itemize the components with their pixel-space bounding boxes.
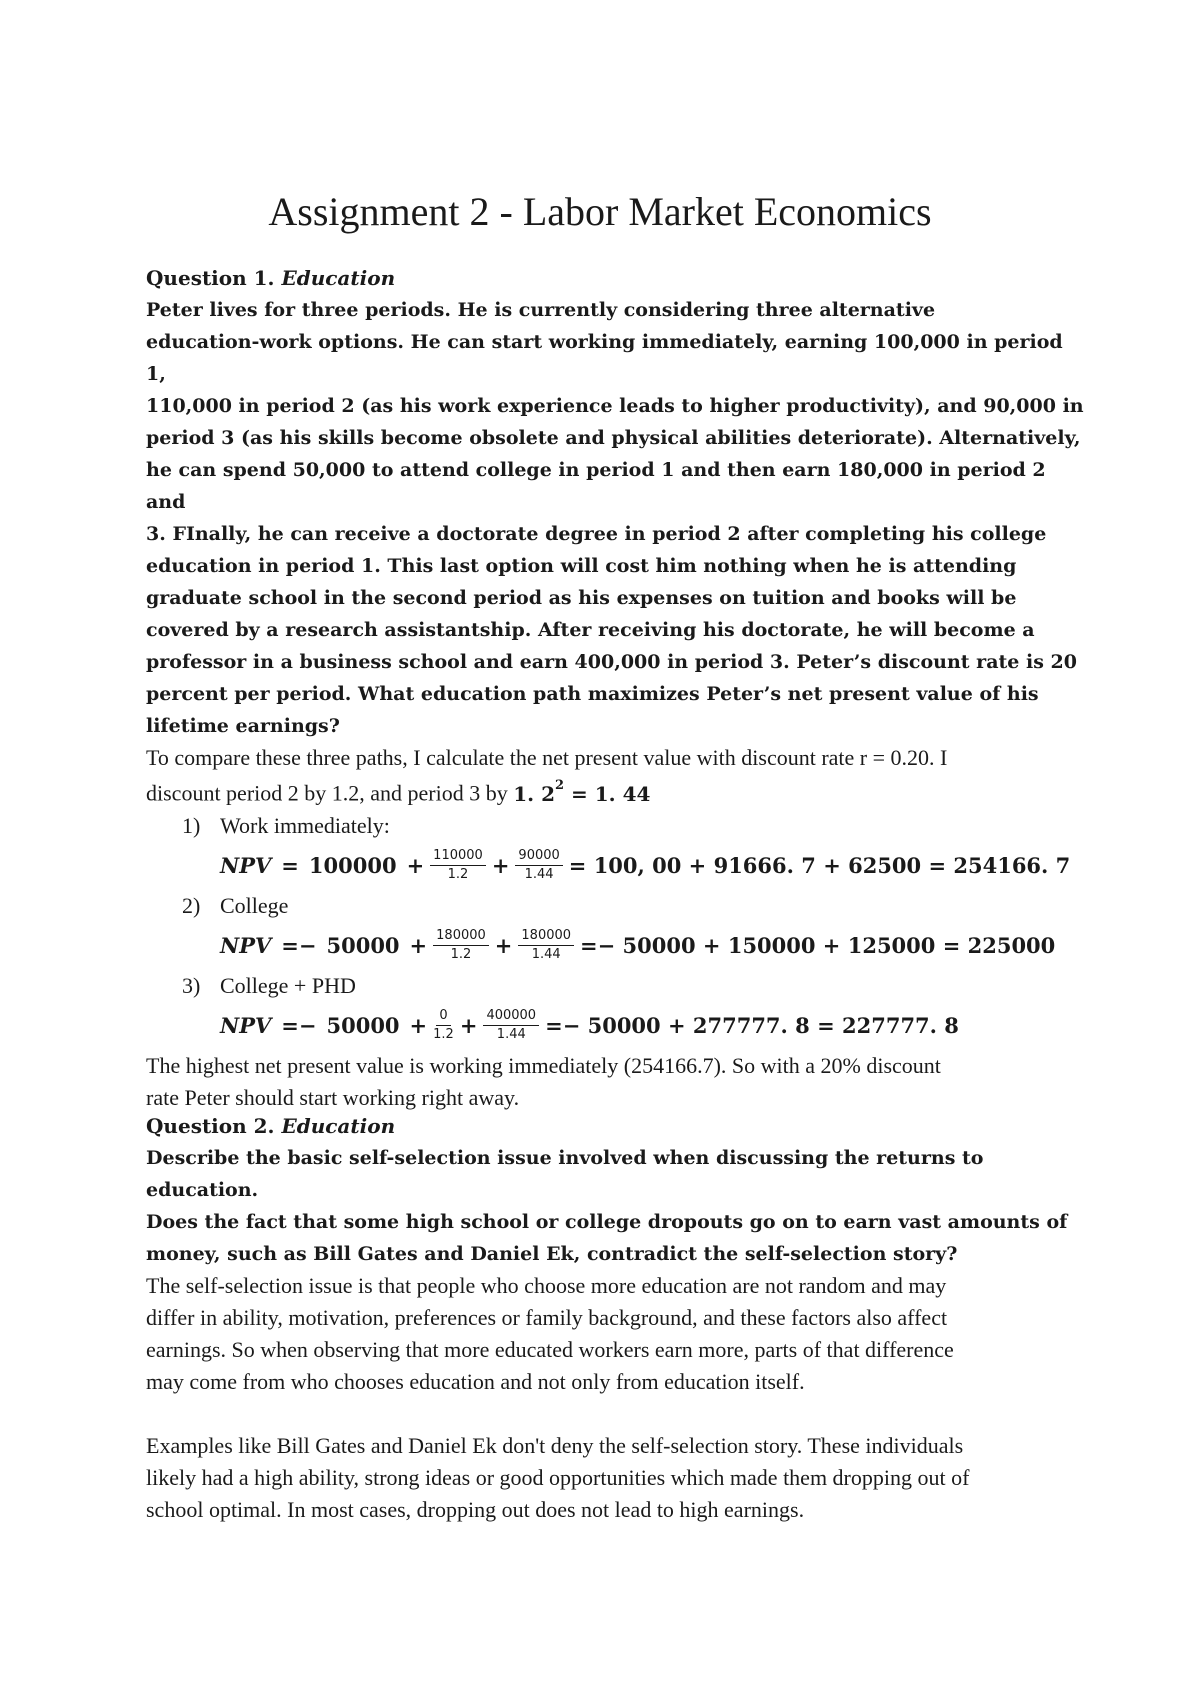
fraction-numerator: 110000 <box>430 848 486 866</box>
fraction-numerator: 400000 <box>483 1008 539 1026</box>
text-line: he can spend 50,000 to attend college in period 1 and then earn 180,000 in period 2 and <box>146 459 1046 513</box>
option-number: 3) <box>182 972 201 998</box>
eq-operator: + <box>494 932 513 958</box>
option-work-immediately <box>182 810 1086 842</box>
conclusion-line: rate Peter should start working right away. <box>146 1084 520 1110</box>
text-line: 3. FInally, he can receive a doctorate degree in period 2 after completing his college <box>146 523 1047 545</box>
eq-result: =− 50000 + 277777. 8 = 227777. 8 <box>545 1012 959 1038</box>
eq-first-term: 50000 <box>326 932 400 958</box>
npv-symbol: NPV <box>220 852 272 878</box>
eq-operator: + <box>459 1012 478 1038</box>
fraction-denominator: 1.2 <box>433 1027 454 1043</box>
math-exponent: 2 <box>555 778 565 793</box>
option-college-phd <box>182 970 1086 1002</box>
fraction-numerator: 90000 <box>515 848 562 866</box>
question-1-topic: Education <box>281 266 396 290</box>
fraction-denominator: 1.44 <box>531 947 561 963</box>
math-result: = 1. 44 <box>571 781 651 806</box>
eq-operator: + <box>406 852 425 878</box>
answer-intro-line: To compare these three paths, I calculate the net present value with discount rate r = 0.20. I <box>146 745 948 770</box>
eq-result: =− 50000 + 150000 + 125000 = 225000 <box>580 932 1056 958</box>
answer-intro-line <box>146 774 1086 810</box>
npv-equation <box>220 922 1086 970</box>
text-line: The self-selection issue is that people who choose more education are not random and may <box>146 1273 947 1298</box>
fraction-numerator: 180000 <box>518 928 574 946</box>
question-2-text <box>146 1142 1086 1270</box>
fraction <box>483 1008 539 1043</box>
fraction <box>430 848 486 883</box>
fraction-denominator: 1.2 <box>447 867 469 883</box>
text-line: differ in ability, motivation, preferences or family background, and these factors also affect <box>146 1305 948 1330</box>
fraction-numerator: 180000 <box>433 928 489 946</box>
eq-first-term: 100000 <box>308 852 397 878</box>
question-2-answer-paragraph-1 <box>146 1270 1086 1398</box>
text-line: education in period 1. This last option will cost him nothing when he is attending <box>146 555 1017 577</box>
question-2-topic: Education <box>281 1114 396 1138</box>
text-line: may come from who chooses education and not only from education itself. <box>146 1369 805 1394</box>
eq-first-term: 50000 <box>326 1012 400 1038</box>
question-1-section <box>146 262 1086 1114</box>
text-line: 110,000 in period 2 (as his work experience leads to higher productivity), and 90,000 in <box>146 395 1084 417</box>
npv-equation <box>220 842 1086 890</box>
math-base: 1. 2 <box>513 781 555 806</box>
fraction <box>433 1008 454 1043</box>
text-line: money, such as Bill Gates and Daniel Ek, contradict the self-selection story? <box>146 1243 958 1265</box>
text-line: education-work options. He can start working immediately, earning 100,000 in period 1, <box>146 331 1063 385</box>
text-line: likely had a high ability, strong ideas or good opportunities which made them dropping out of <box>146 1465 970 1490</box>
fraction-numerator: 0 <box>436 1008 450 1026</box>
discount-expression <box>513 778 651 806</box>
text-line: professor in a business school and earn 400,000 in period 3. Peter’s discount rate is 20 <box>146 651 1077 673</box>
option-label: College + PHD <box>220 972 356 998</box>
question-2-answer-paragraph-2 <box>146 1430 1086 1526</box>
option-number: 1) <box>182 812 201 838</box>
question-2-label: Question 2. <box>146 1114 275 1138</box>
intro-text: discount period 2 by 1.2, and period 3 by <box>146 780 508 806</box>
fraction-denominator: 1.2 <box>450 947 472 963</box>
npv-equation <box>220 1002 1086 1050</box>
option-label: College <box>220 892 289 918</box>
question-1-text <box>146 294 1086 742</box>
eq-sign: = <box>281 852 299 878</box>
question-1-answer <box>146 742 1086 1114</box>
question-2-heading <box>146 1110 1086 1142</box>
option-college <box>182 890 1086 922</box>
text-line: earnings. So when observing that more educated workers earn more, parts of that difference <box>146 1337 954 1362</box>
question-2-section <box>146 1110 1086 1526</box>
eq-operator: + <box>409 932 428 958</box>
eq-result: = 100, 00 + 91666. 7 + 62500 = 254166. 7 <box>568 852 1071 878</box>
text-line: Describe the basic self-selection issue involved when discussing the returns to education. <box>146 1147 984 1201</box>
text-line: covered by a research assistantship. After receiving his doctorate, he will become a <box>146 619 1035 641</box>
fraction-denominator: 1.44 <box>496 1027 526 1043</box>
eq-operator: + <box>491 852 510 878</box>
document-title: Assignment 2 - Labor Market Economics <box>268 189 932 234</box>
text-line: Examples like Bill Gates and Daniel Ek don't deny the self-selection story. These individuals <box>146 1433 964 1458</box>
text-line: Peter lives for three periods. He is currently considering three alternative <box>146 299 936 321</box>
question-1-label: Question 1. <box>146 266 275 290</box>
eq-operator: + <box>409 1012 428 1038</box>
text-line: percent per period. What education path maximizes Peter’s net present value of his <box>146 683 1039 705</box>
text-line: period 3 (as his skills become obsolete and physical abilities deteriorate). Alternatively, <box>146 427 1081 449</box>
conclusion-line: The highest net present value is working immediately (254166.7). So with a 20% discount <box>146 1052 941 1078</box>
eq-sign: =− <box>281 932 317 958</box>
fraction-denominator: 1.44 <box>524 867 554 883</box>
npv-symbol: NPV <box>220 1012 272 1038</box>
fraction <box>433 928 489 963</box>
fraction <box>515 848 562 883</box>
option-number: 2) <box>182 892 201 918</box>
question-1-heading <box>146 262 1086 294</box>
option-label: Work immediately: <box>220 812 390 838</box>
text-line: Does the fact that some high school or college dropouts go on to earn vast amounts of <box>146 1211 1068 1233</box>
fraction <box>518 928 574 963</box>
text-line: graduate school in the second period as his expenses on tuition and books will be <box>146 587 1017 609</box>
text-line: lifetime earnings? <box>146 715 340 737</box>
text-line: school optimal. In most cases, dropping out does not lead to high earnings. <box>146 1497 805 1522</box>
npv-symbol: NPV <box>220 932 272 958</box>
eq-sign: =− <box>281 1012 317 1038</box>
